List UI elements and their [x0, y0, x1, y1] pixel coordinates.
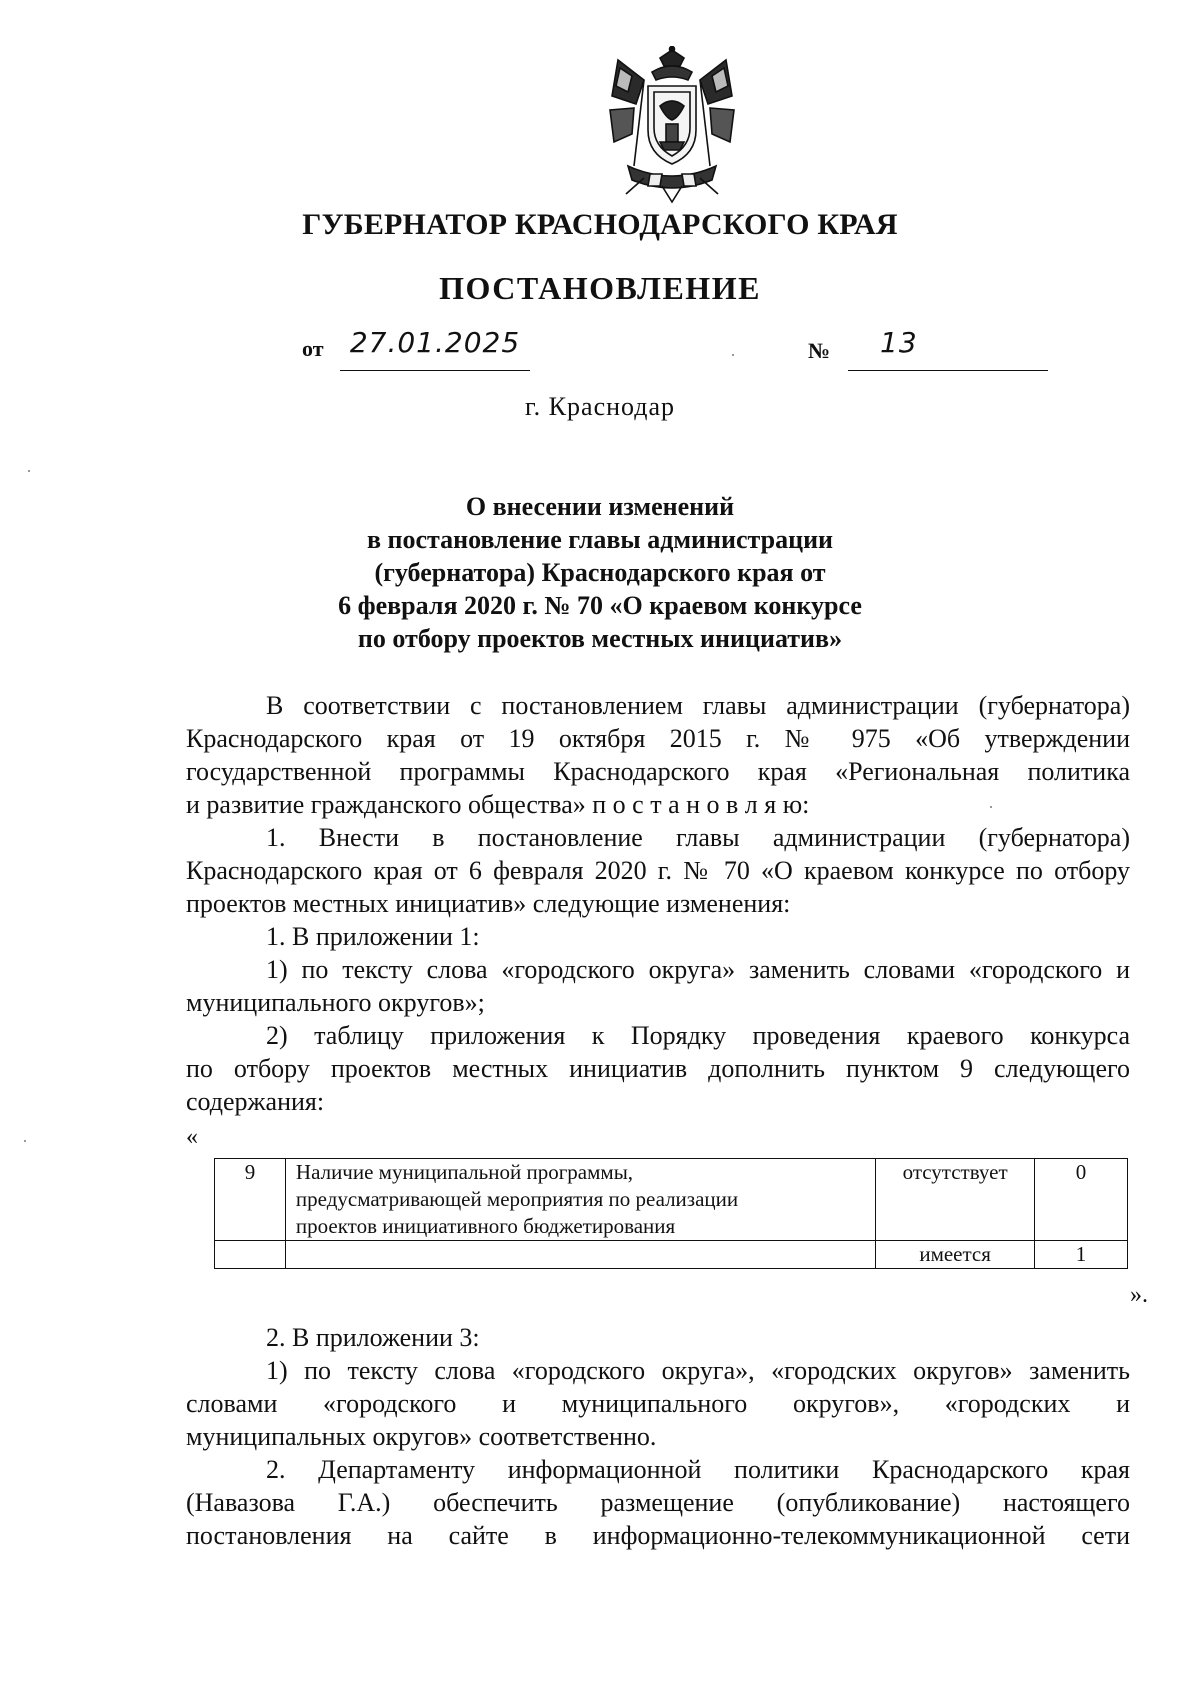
handwritten-number: 13 — [880, 326, 918, 359]
table-cell-number — [215, 1241, 286, 1269]
city: г. Краснодар — [524, 392, 676, 421]
subitem-line: муниципальных округов» соответственно. — [186, 1422, 657, 1451]
subitem-line: содержания: — [186, 1087, 325, 1116]
item1-line: проектов местных инициатив» следующие изменения: — [186, 889, 791, 918]
table-row — [215, 1159, 1128, 1241]
handwritten-date: 27.01.2025 — [349, 326, 521, 359]
table-cell-criterion — [285, 1159, 875, 1241]
criterion-line: Наличие муниципальной программы, — [295, 1160, 634, 1184]
criterion-line: предусматривающей мероприятия по реализации — [295, 1187, 739, 1211]
table-cell-number: 9 — [215, 1159, 286, 1241]
subitem-heading: 2. В приложении 3: — [266, 1323, 480, 1352]
document-type: ПОСТАНОВЛЕНИЕ — [439, 270, 761, 306]
subitem-line: словами «городского и муниципального округов», «городских и — [186, 1389, 1130, 1418]
number-prefix: № — [808, 338, 831, 363]
subitem-heading: 1. В приложении 1: — [266, 922, 480, 951]
title-line: в постановление главы администрации — [366, 525, 834, 554]
preamble-line: В соответствии с постановлением главы администрации (губернатора) — [266, 691, 1130, 720]
title-line: 6 февраля 2020 г. № 70 «О краевом конкурсе — [338, 591, 862, 620]
subitem-line: по отбору проектов местных инициатив дополнить пунктом 9 следующего — [186, 1054, 1130, 1083]
table-row — [215, 1241, 1128, 1269]
document-title — [0, 490, 1200, 655]
table-cell-value: имеется — [876, 1241, 1035, 1269]
preamble-line: и развитие гражданского общества» п о с т а н о в л я ю: — [186, 790, 810, 819]
item2-line: 2. Департаменту информационной политики Краснодарского края — [266, 1455, 1130, 1484]
table-cell-value: отсутствует — [876, 1159, 1035, 1241]
title-line: по отбору проектов местных инициатив» — [357, 624, 843, 653]
amendment-table — [214, 1158, 1128, 1269]
preamble-line: Краснодарского края от 19 октября 2015 г. № 975 «Об утверждении — [186, 724, 1130, 753]
date-field — [340, 326, 530, 371]
scan-speck — [990, 806, 992, 808]
scan-speck — [24, 1140, 26, 1142]
scan-speck — [732, 354, 734, 356]
opening-quote: « — [186, 1124, 198, 1150]
item1-line: 1. Внести в постановление главы администрации (губернатора) — [266, 823, 1130, 852]
subitem-line: 1) по тексту слова «городского округа», «городских округов» заменить — [266, 1356, 1130, 1385]
title-line: (губернатора) Краснодарского края от — [374, 558, 826, 587]
date-prefix: от — [302, 336, 324, 361]
coat-of-arms-emblem — [604, 46, 740, 204]
table-cell-criterion — [285, 1241, 875, 1269]
title-line: О внесении изменений — [465, 492, 735, 521]
preamble-line: государственной программы Краснодарского края «Региональная политика — [186, 757, 1130, 786]
table-cell-points: 0 — [1035, 1159, 1128, 1241]
issuing-authority: ГУБЕРНАТОР КРАСНОДАРСКОГО КРАЯ — [302, 208, 898, 241]
item1-line: Краснодарского края от 6 февраля 2020 г. № 70 «О краевом конкурсе по отбору — [186, 856, 1130, 885]
subitem-line: муниципального округов»; — [186, 988, 485, 1017]
number-field — [848, 326, 1048, 371]
item2-line: постановления на сайте в информационно-телекоммуникационной сети — [186, 1521, 1130, 1550]
subitem-line: 2) таблицу приложения к Порядку проведения краевого конкурса — [266, 1021, 1130, 1050]
closing-quote: ». — [1130, 1282, 1148, 1308]
scan-speck — [28, 470, 30, 472]
criterion-line: проектов инициативного бюджетирования — [295, 1214, 676, 1238]
table-cell-points: 1 — [1035, 1241, 1128, 1269]
item2-line: (Навазова Г.А.) обеспечить размещение (опубликование) настоящего — [186, 1488, 1130, 1517]
subitem-line: 1) по тексту слова «городского округа» заменить словами «городского и — [266, 955, 1130, 984]
